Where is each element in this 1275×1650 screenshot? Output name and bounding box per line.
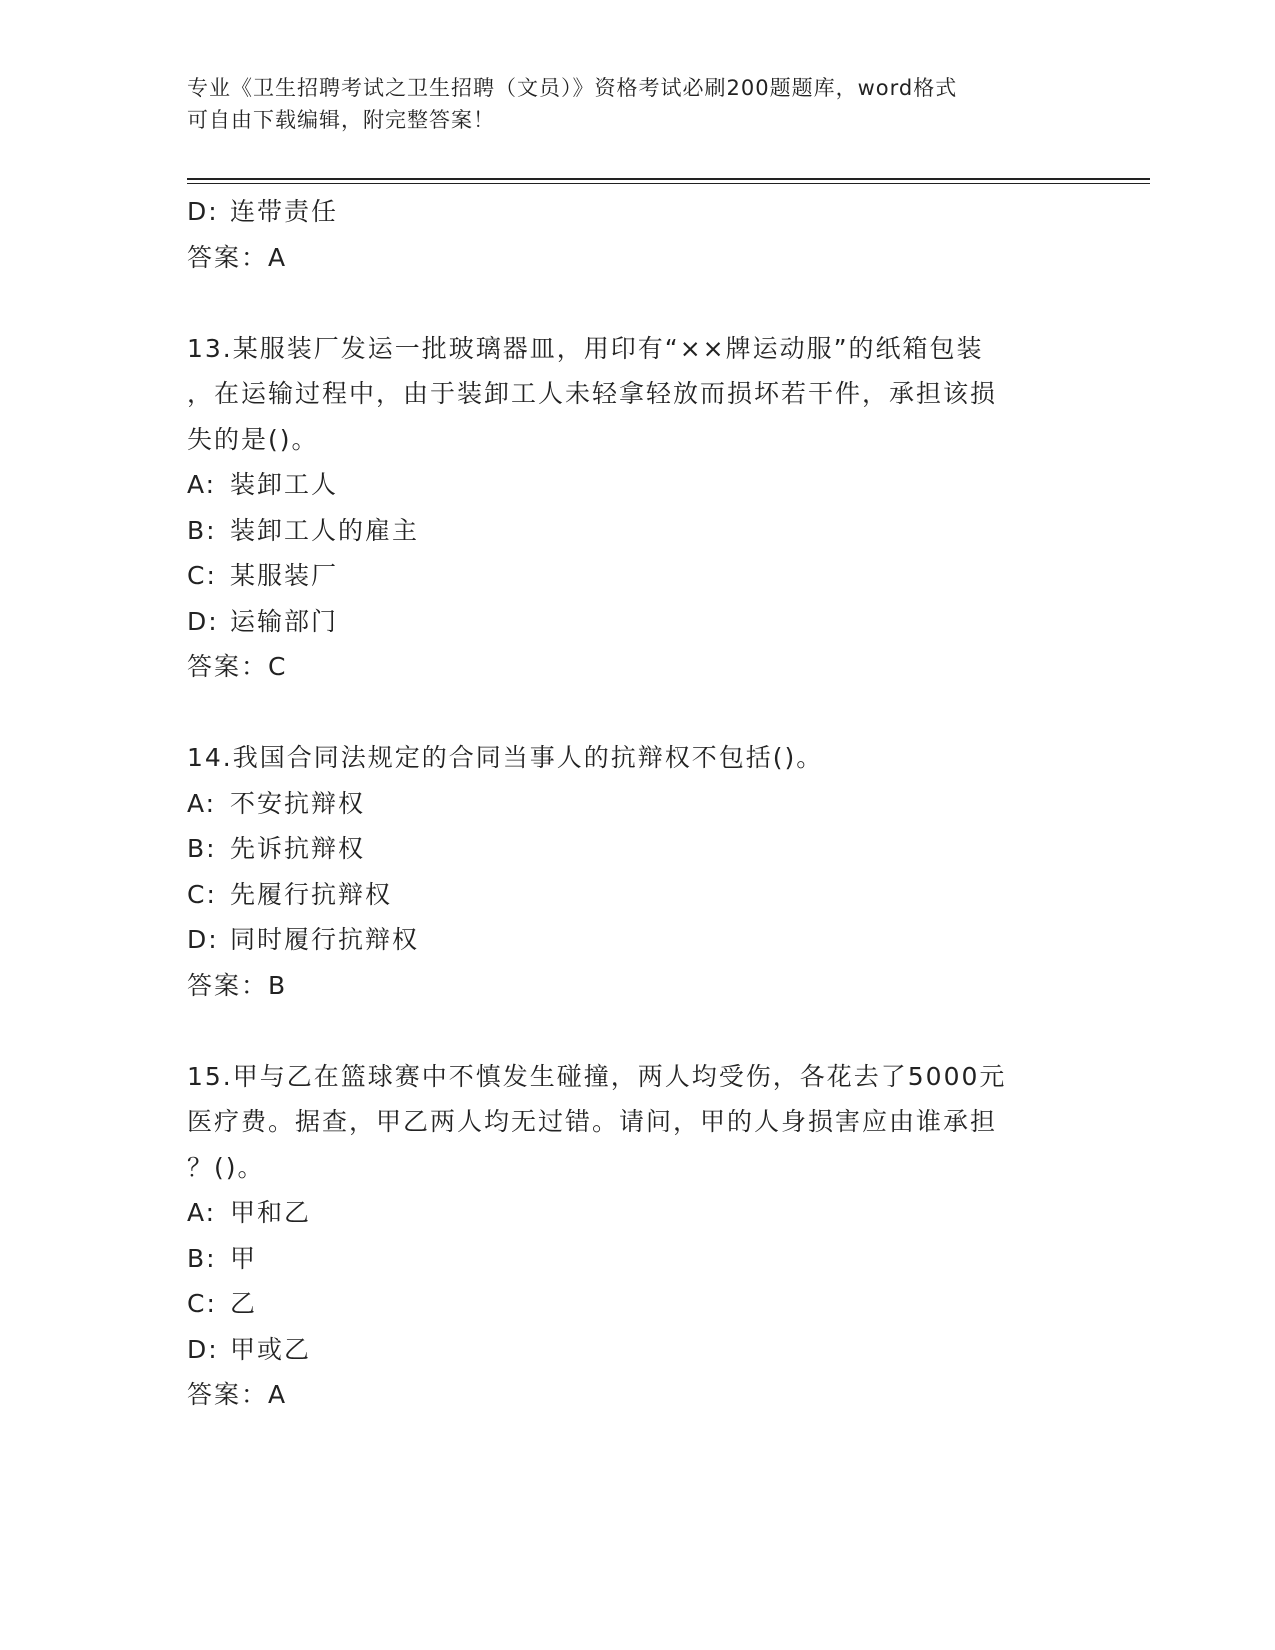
option-text: 装卸工人的雇主 (230, 515, 420, 545)
answer-label: 答案： (187, 242, 269, 272)
option-label: D: (187, 1334, 219, 1364)
question-14 (187, 735, 1087, 1008)
spacer (187, 690, 1087, 736)
option-label: A: (187, 1198, 217, 1227)
option-c (187, 872, 1087, 918)
answer-value: B (268, 970, 288, 1000)
answer-value: C (268, 652, 288, 681)
answer-label: 答案： (187, 970, 269, 1000)
question-text-line: ，在运输过程中，由于装卸工人未轻拿轻放而损坏若干件，承担该损 (187, 379, 998, 408)
option-label: B: (187, 1243, 217, 1273)
question-content (187, 189, 1087, 1418)
option-label: B: (187, 834, 217, 863)
question-text-line: 14.我国合同法规定的合同当事人的抗辩权不包括()。 (187, 743, 824, 772)
option-text: 甲和乙 (230, 1198, 312, 1227)
option-label: C: (187, 879, 217, 909)
option-c (187, 553, 1087, 599)
option-text: 不安抗辩权 (230, 788, 366, 818)
option-text: 连带责任 (230, 197, 339, 226)
answer-value: A (268, 242, 288, 272)
answer-value: A (268, 1380, 288, 1409)
option-text: 装卸工人 (230, 470, 339, 499)
option-text: 先诉抗辩权 (230, 834, 366, 863)
option-label: A: (187, 788, 217, 818)
option-c (187, 1281, 1087, 1327)
option-text: 某服装厂 (230, 561, 339, 590)
option-b (187, 1236, 1087, 1282)
option-label: D: (187, 197, 219, 226)
option-text: 甲 (230, 1243, 258, 1273)
answer-line (187, 235, 1087, 281)
option-text: 同时履行抗辩权 (230, 925, 420, 954)
header-line-1: 专业《卫生招聘考试之卫生招聘（文员）》资格考试必刷200题题库，word格式 (187, 76, 958, 100)
question-15 (187, 1054, 1087, 1418)
option-text: 先履行抗辩权 (230, 879, 393, 909)
header-line-2: 可自由下载编辑，附完整答案！ (187, 108, 495, 132)
option-a (187, 1190, 1087, 1236)
option-text: 运输部门 (230, 606, 339, 636)
option-label: C: (187, 1289, 217, 1318)
question-13 (187, 326, 1087, 690)
option-a (187, 781, 1087, 827)
header-divider-thick (187, 178, 1150, 180)
option-label: D: (187, 606, 219, 636)
spacer (187, 280, 1087, 326)
option-label: A: (187, 470, 217, 499)
answer-line (187, 1372, 1087, 1418)
answer-line (187, 963, 1087, 1009)
option-b (187, 826, 1087, 872)
option-label: D: (187, 925, 219, 954)
answer-line (187, 644, 1087, 690)
header-divider-thin (187, 183, 1150, 184)
answer-label: 答案： (187, 652, 269, 681)
page-header (187, 72, 1087, 136)
option-d (187, 599, 1087, 645)
option-label: C: (187, 561, 217, 590)
answer-label: 答案： (187, 1380, 269, 1409)
question-text-line: 医疗费。据查，甲乙两人均无过错。请问，甲的人身损害应由谁承担 (187, 1107, 998, 1136)
option-a (187, 462, 1087, 508)
option-label: B: (187, 515, 217, 545)
option-text: 乙 (230, 1289, 258, 1318)
question-text-line: 15.甲与乙在篮球赛中不慎发生碰撞，两人均受伤，各花去了5000元 (187, 1061, 1007, 1091)
question-text-line: 13.某服装厂发运一批玻璃器皿，用印有“××牌运动服”的纸箱包装 (187, 333, 984, 363)
option-d (187, 189, 1087, 235)
option-text: 甲或乙 (230, 1334, 312, 1364)
question-text-line: 失的是()。 (187, 424, 319, 454)
spacer (187, 1008, 1087, 1054)
option-d (187, 1327, 1087, 1373)
option-d (187, 917, 1087, 963)
question-text-line: ？()。 (187, 1152, 265, 1182)
option-b (187, 508, 1087, 554)
